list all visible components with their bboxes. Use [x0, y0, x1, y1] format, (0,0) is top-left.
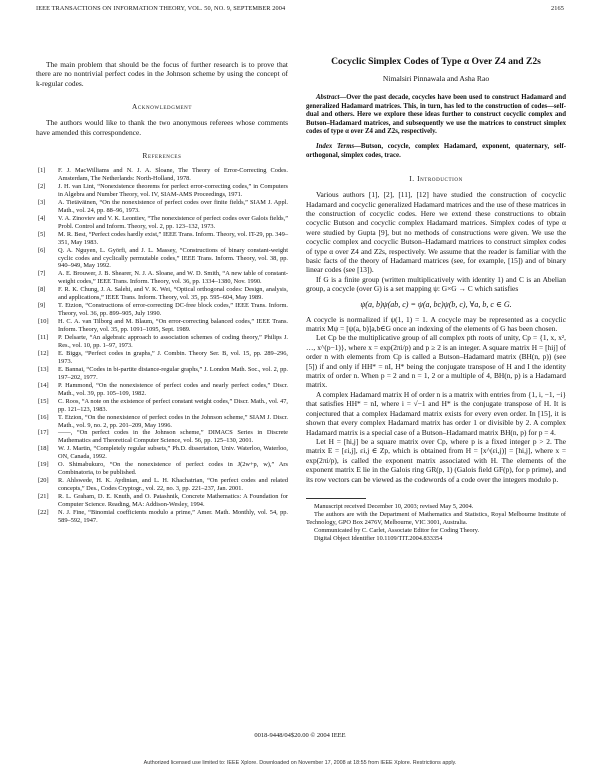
intro-paragraph-1: Various authors [1], [2], [11], [12] have studied the construction of cocyclic Hadamard and cocyclic generalized Hadamard matrices and the use of these matrices in the construction of cocyclic codes. Here we extend these constructions to obtain cocyclic Butson and cocyclic complex Hadamard matrices. Simplex codes of type α were studied by Gupta [9], but no methods of constructions were given. We use the cocyclic complex and cocyclic Butson–Hadamard matrices to construct simplex codes of type α over Z4 and Z2s, respectively. We assume that the reader is familiar with the basic facts of the theory of Hadamard matrices (see, for example, [15]) and of binary linear codes (see [13]).: [306, 190, 566, 275]
paper-title: Cocyclic Simplex Codes of Type α Over Z4 and Z2s: [331, 56, 541, 67]
footnote-divider: [306, 498, 366, 499]
index-terms-text: Butson, cocycle, complex Hadamard, exponent, quaternary, self-orthogonal, simplex codes, trace.: [306, 142, 566, 159]
page-number: 2165: [551, 5, 564, 12]
reference-text: O. Shimabukuro, “On the nonexistence of perfect codes in J(2w+p, w),” Ars Combinatoria, to be published.: [58, 461, 288, 477]
reference-text: Q. A. Nguyen, L. Györfi, and J. L. Massey, “Constructions of binary constant-weight cyclic codes and cyclically permutable codes,” IEEE Trans. Inform. Theory, vol. 38, pp. 940–949, May 1992.: [58, 246, 288, 270]
reference-text: M. R. Best, “Perfect codes hardly exist,” IEEE Trans. Inform. Theory, vol. IT-29, pp. 349–351, May 1983.: [58, 230, 288, 246]
reference-text: J. H. van Lint, “Nonexistence theorems for perfect error-correcting codes,” in Computers in Algebra and Number Theory, vol. IV, SIAM-AMS Proceedings, 1971.: [58, 182, 288, 198]
acknowledgment-heading: Acknowledgment: [131, 102, 193, 112]
reference-number: [10]: [38, 318, 49, 326]
intro-paragraph-3: A cocycle is normalized if ψ(1, 1) = 1. A cocycle may be represented as a cocyclic matrix Mψ = [ψ(a, b)]a,b∈G once an indexing of the elements of G has been chosen.: [306, 314, 566, 334]
reference-number: [15]: [38, 397, 49, 405]
reference-text: T. Etzion, “Constructions of error-correcting DC-free block codes,” IEEE Trans. Inform. Theory, vol. 36, pp. 899–905, July 1990.: [58, 302, 288, 318]
reference-item: [36, 318, 288, 334]
reference-item: [36, 167, 288, 183]
reference-number: [7]: [38, 270, 46, 278]
journal-title: IEEE TRANSACTIONS ON INFORMATION THEORY, VOL. 50, NO. 9, SEPTEMBER 2004: [36, 5, 286, 12]
reference-text: ——, “On perfect codes in the Johnson scheme,” DIMACS Series in Discrete Mathematics and Theoretical Computer Science, vol. 56, pp. 125–130, 2001.: [58, 429, 288, 445]
reference-text: C. Roos, “A note on the existence of perfect constant weight codes,” Discr. Math., vol. 47, pp. 121–123, 1983.: [58, 397, 288, 413]
reference-number: [22]: [38, 509, 49, 517]
intro-paragraph-5: A complex Hadamard matrix H of order n is a matrix with entries from {1, i, −1, −i} that satisfies HH* = nI, where i = √−1 and H* is the conjugate transpose of H. It is conjectured that a complex Hadamard matrix exists for every even order. In [15], it is shown that every complex Hadamard matrix has order 1 or divisible by 2. A complex Hadamard matrix is a special case of a Butson–Hadamard matrix BH(n, p) for p = 4.: [306, 389, 566, 437]
footnote-line: Manuscript received December 10, 2003; revised May 5, 2004.: [314, 502, 474, 510]
reference-number: [13]: [38, 365, 49, 373]
reference-item: [36, 199, 288, 215]
reference-item: [36, 247, 288, 271]
reference-item: [36, 493, 288, 509]
intro-paragraph-6: Let H = [hi,j] be a square matrix over Cp, where p is a fixed integer p > 2. The matrix E = [εi,j], εi,j ∈ Zp, which is obtained from H = [x^(εi,j)] = [hi,j], where x = exp(2πi/p), is called the exponent matrix associated with H. The elements of the exponent matrix E lie in the Galois ring GR(p, 1) (Galois field GF(p), for p prime), and its row vectors can be viewed as the codewords of a code over the integers modulo p.: [306, 436, 566, 484]
intro-paragraph-4: Let Cp be the multiplicative group of all complex pth roots of unity, Cp = {1, x, x², …, x^(p−1)}, where x = exp(2πi/p) and p ≥ 2 is an integer. A square matrix H = [hij] of order n with elements from Cp is called a Butson–Hadamard matrix (BH(n, p)) (see [5]) if and only if HH* = nI, H* being the conjugate transpose of H and I the identity matrix of order n. When p = 2 and n = 1, 2 or a multiple of 4, BH(n, p) is a Hadamard matrix.: [306, 333, 566, 390]
reference-item: [36, 382, 288, 398]
left-column: [36, 60, 288, 525]
reference-item: [36, 429, 288, 445]
index-terms-label: Index Terms—: [316, 142, 361, 150]
reference-item: [36, 461, 288, 477]
reference-item: [36, 398, 288, 414]
cocycle-equation: ψ(a, b)ψ(ab, c) = ψ(a, bc)ψ(b, c), ∀a, b, c ∈ G.: [360, 299, 512, 309]
introduction-heading: I. Introduction: [409, 174, 463, 184]
reference-number: [3]: [38, 198, 46, 206]
reference-text: P. Hammond, “On the nonexistence of perfect codes and nearly perfect codes,” Discr. Math., vol. 39, pp. 105–109, 1982.: [58, 381, 288, 397]
abstract-label: Abstract—: [316, 94, 347, 101]
reference-number: [17]: [38, 429, 49, 437]
reference-item: [36, 350, 288, 366]
reference-item: [36, 334, 288, 350]
reference-number: [4]: [38, 214, 46, 222]
reference-number: [14]: [38, 381, 49, 389]
reference-item: [36, 477, 288, 493]
reference-text: E. Bannai, “Codes in bi-partite distance-regular graphs,” J. London Math. Soc., vol. 2, pp. 197–202, 1977.: [58, 365, 288, 381]
reference-text: P. Delsarte, “An algebraic approach to association schemes of coding theory,” Philips J. Res., vol. 10, pp. 1–97, 1973.: [58, 334, 288, 349]
reference-item: [36, 414, 288, 430]
reference-text: R. Ahlswede, H. K. Aydinian, and L. H. Khachatrian, “On perfect codes and related concepts,” Des., Codes Cryptogr., vol. 22, no. 3, pp. 221–237, Jan. 2001.: [58, 477, 288, 493]
reference-number: [1]: [38, 167, 46, 175]
index-terms: [306, 143, 566, 160]
reference-item: [36, 215, 288, 231]
footnote-line: Communicated by C. Carlet, Associate Editor for Coding Theory.: [314, 526, 480, 534]
reference-item: [36, 270, 288, 286]
reference-list: [36, 167, 288, 525]
reference-text: T. Etzion, “On the nonexistence of perfect codes in the Johnson scheme,” SIAM J. Discr. Math., vol. 9, no. 2, pp. 201–209, May 1996.: [58, 413, 288, 429]
reference-number: [5]: [38, 230, 46, 238]
reference-text: A. Tietäväinen, “On the nonexistence of perfect codes over finite fields,” SIAM J. Appl. Math., vol. 24, pp. 88–96, 1973.: [58, 198, 288, 214]
reference-number: [16]: [38, 413, 49, 421]
footnotes: [306, 503, 566, 543]
reference-text: F. J. MacWilliams and N. J. A. Sloane, The Theory of Error-Correcting Codes. Amsterdam, The Netherlands: North-Holland, 1978.: [58, 167, 288, 182]
reference-text: E. Biggs, “Perfect codes in graphs,” J. Combin. Theory Ser. B, vol. 15, pp. 289–296, 1973.: [58, 349, 288, 365]
intro-paragraph-2: If G is a finite group (written multiplicatively with identity 1) and C is an Abelian group, a cocycle (over G) is a set mapping ψ: G×G → C which satisfies: [306, 274, 566, 294]
reference-number: [9]: [38, 302, 46, 310]
reference-item: [36, 366, 288, 382]
reference-item: [36, 286, 288, 302]
abstract-text: Over the past decade, cocycles have been used to construct Hadamard and generalized Hadamard matrices. This, in turn, has led to the construction of codes—self-dual and others. Here we explore these ideas further to construct cocyclic complex and Butson–Hadamard matrices, and subsequently we use the matrices to construct simplex codes of type α over Z4 and Z2s, respectively.: [306, 94, 566, 136]
footnote-line: Digital Object Identifier 10.1109/TIT.2004.833354: [314, 534, 443, 542]
reference-item: [36, 445, 288, 461]
references-heading: References: [142, 151, 182, 161]
running-header: [36, 5, 564, 15]
reference-number: [19]: [38, 461, 49, 469]
reference-number: [8]: [38, 286, 46, 294]
reference-item: [36, 183, 288, 199]
reference-text: A. E. Brouwer, J. B. Shearer, N. J. A. Sloane, and W. D. Smith, “A new table of constant-weight codes,” IEEE Trans. Inform. Theory, vol. 36, pp. 1334–1380, Nov. 1990.: [58, 270, 288, 286]
reference-item: [36, 509, 288, 525]
closing-paragraph: The main problem that should be the focus of further research is to prove that there are no nontrivial perfect codes in the Johnson scheme by using the concept of k-regular codes.: [36, 60, 288, 88]
footnote-line: The authors are with the Department of Mathematics and Statistics, Royal Melbourne Institute of Technology, GPO Box 2476V, Melbourne, VIC 3001, Australia.: [306, 510, 566, 526]
reference-number: [20]: [38, 477, 49, 485]
reference-number: [6]: [38, 246, 46, 254]
reference-text: N. J. Fine, “Binomial coefficients modulo a prime,” Amer. Math. Monthly, vol. 54, pp. 589–592, 1947.: [58, 509, 288, 524]
reference-item: [36, 231, 288, 247]
reference-number: [21]: [38, 493, 49, 501]
reference-text: V. A. Zinoviev and V. K. Leontiev, “The nonexistence of perfect codes over Galois fields,” Probl. Control and Inform. Theory, vol. 2, pp. 123–132, 1973.: [58, 214, 289, 230]
right-column: [306, 56, 566, 543]
abstract: [306, 94, 566, 137]
paper-authors: Nimalsiri Pinnawala and Asha Rao: [382, 74, 490, 83]
reference-number: [11]: [38, 334, 49, 342]
reference-number: [2]: [38, 182, 46, 190]
reference-text: W. J. Martin, “Completely regular subsets,” Ph.D. dissertation, Univ. Waterloo, Waterloo, ON, Canada, 1992.: [58, 445, 288, 461]
reference-number: [18]: [38, 445, 49, 453]
reference-item: [36, 302, 288, 318]
reference-text: H. C. A. van Tilborg and M. Blaum, “On error-correcting balanced codes,” IEEE Trans. Inform. Theory, vol. 35, pp. 1091–1095, Sept. 1989.: [58, 318, 288, 334]
reference-text: F. R. K. Chung, J. A. Salehi, and V. K. Wei, “Optical orthogonal codes: Design, analysis, and applications,” IEEE Trans. Inform. Theory, vol. 35, pp. 595–604, May 1989.: [58, 286, 288, 302]
acknowledgment-text: The authors would like to thank the two anonymous referees whose comments have amended this correspondence.: [36, 118, 288, 137]
copyright-line: 0018-9448/04$20.00 © 2004 IEEE: [254, 732, 346, 739]
license-notice: Authorized licensed use limited to: IEEE Xplore. Downloaded on November 17, 2008 at 18:55 from IEEE Xplore. Restrictions apply.: [143, 760, 457, 766]
reference-number: [12]: [38, 349, 49, 357]
reference-text: R. L. Graham, D. E. Knuth, and O. Patashnik, Concrete Mathematics: A Foundation for Computer Science. Reading, MA: Addison-Wesley, 1994.: [58, 493, 288, 509]
